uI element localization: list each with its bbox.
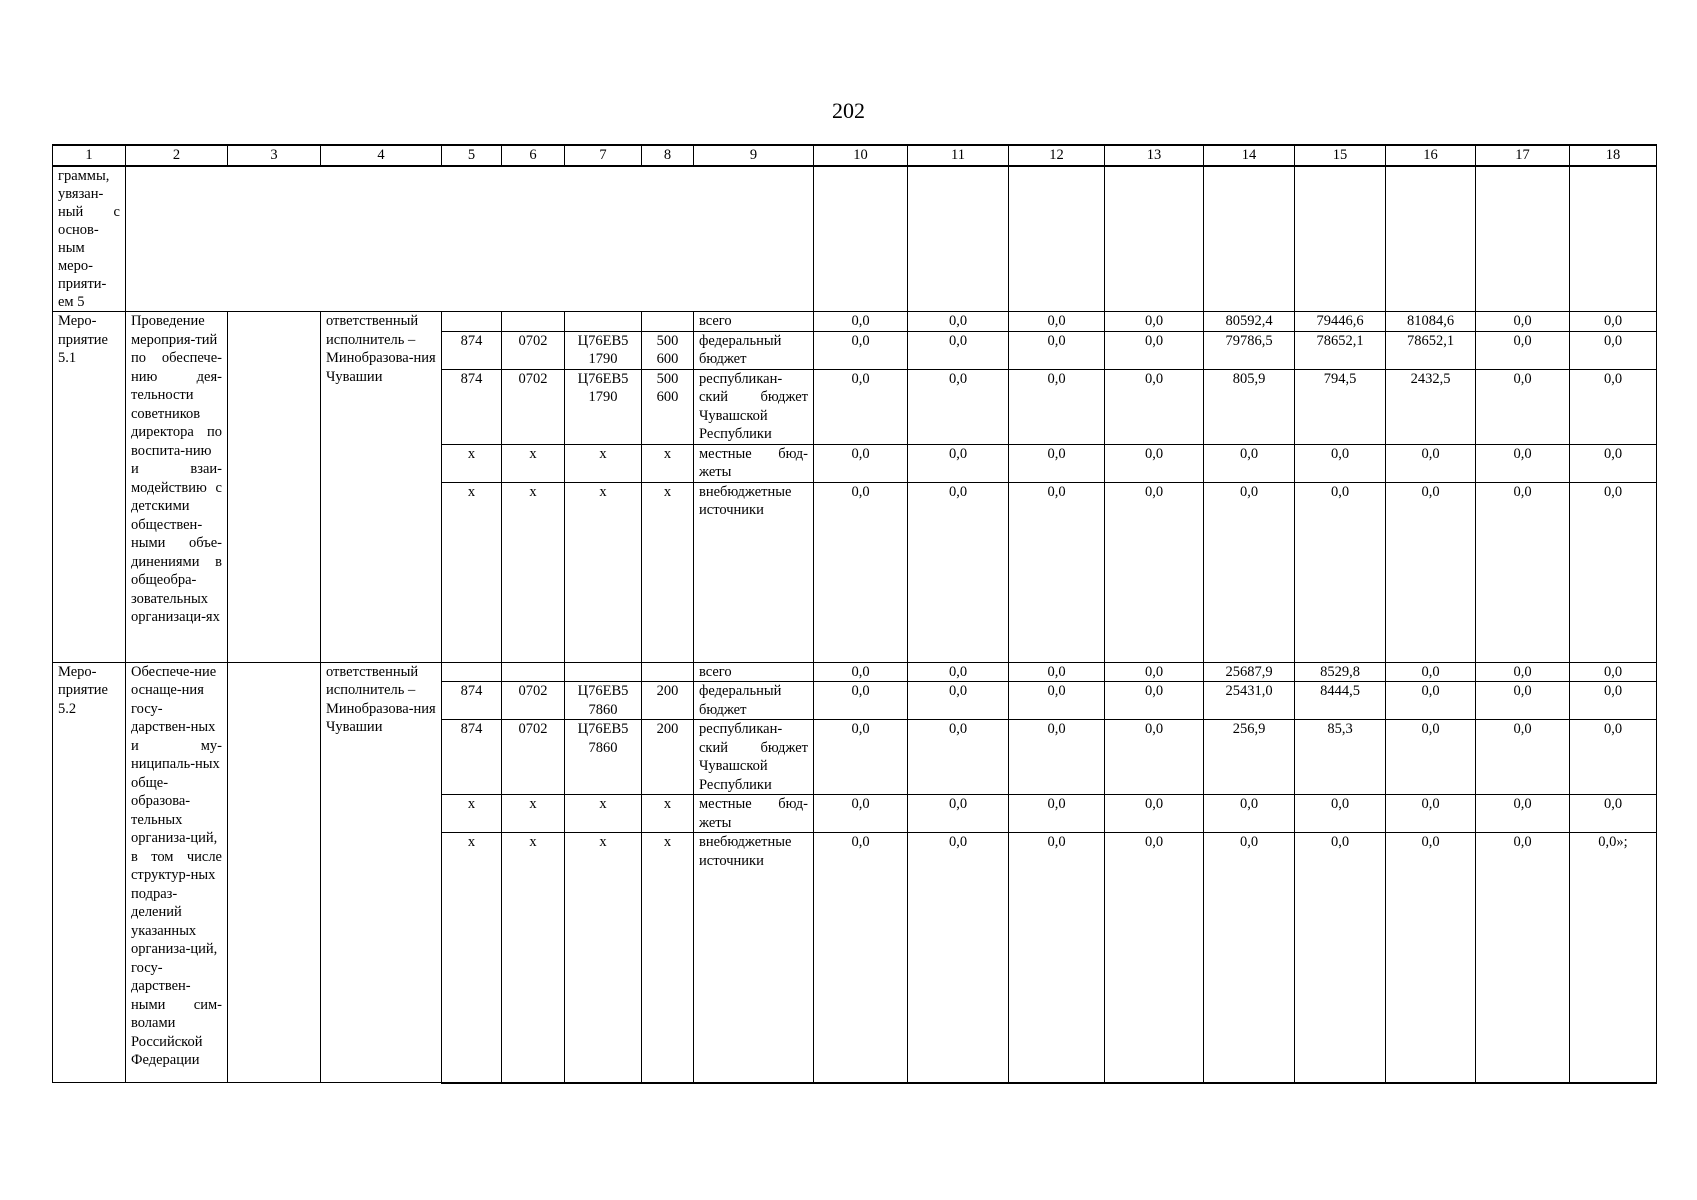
- value-cell: 0,0: [1009, 369, 1105, 444]
- value-cell: 0,0: [1386, 833, 1476, 1083]
- code-target-item: Ц76ЕВ5 1790: [565, 331, 642, 369]
- column-number: 2: [126, 145, 228, 166]
- continuation-empty-cell: [126, 166, 814, 312]
- value-cell: 0,0: [1570, 720, 1657, 795]
- value-cell: 0,0: [1105, 795, 1204, 833]
- value-cell: 8444,5: [1295, 682, 1386, 720]
- value-cell: 8529,8: [1295, 662, 1386, 682]
- column-number: 16: [1386, 145, 1476, 166]
- code-section: 0702: [502, 331, 565, 369]
- empty-cell: [814, 166, 908, 312]
- code-grbs: х: [442, 795, 502, 833]
- code-section: х: [502, 833, 565, 1083]
- column-number: 8: [642, 145, 694, 166]
- column-number: 18: [1570, 145, 1657, 166]
- value-cell: 0,0: [908, 833, 1009, 1083]
- column-number: 15: [1295, 145, 1386, 166]
- value-cell: 0,0: [814, 795, 908, 833]
- code-target-item: Ц76ЕВ5 1790: [565, 369, 642, 444]
- value-cell: 0,0: [1570, 795, 1657, 833]
- column-number: 14: [1204, 145, 1295, 166]
- value-cell: 80592,4: [1204, 312, 1295, 332]
- value-cell: 0,0: [1204, 444, 1295, 482]
- value-cell: 805,9: [1204, 369, 1295, 444]
- value-cell: 25687,9: [1204, 662, 1295, 682]
- funding-source: всего: [694, 662, 814, 682]
- code-section: 0702: [502, 720, 565, 795]
- funding-source: республикан-ский бюджет Чувашской Республики: [694, 369, 814, 444]
- value-cell: 0,0: [1105, 369, 1204, 444]
- value-cell: 0,0: [1476, 482, 1570, 662]
- value-cell: 81084,6: [1386, 312, 1476, 332]
- measure-number: Меро-приятие 5.2: [53, 662, 126, 1083]
- column-number: 9: [694, 145, 814, 166]
- code-section: х: [502, 795, 565, 833]
- value-cell: 0,0: [908, 662, 1009, 682]
- funding-source: федеральный бюджет: [694, 682, 814, 720]
- value-cell: 0,0: [1570, 482, 1657, 662]
- value-cell: 0,0: [908, 682, 1009, 720]
- code-target-item: х: [565, 444, 642, 482]
- code-expense-type: 500 600: [642, 331, 694, 369]
- value-cell: 0,0: [1105, 312, 1204, 332]
- empty-cell: [228, 662, 321, 1083]
- code-expense-type: [642, 662, 694, 682]
- value-cell: 0,0: [1476, 682, 1570, 720]
- value-cell: 0,0: [1570, 444, 1657, 482]
- value-cell: 0,0: [1105, 662, 1204, 682]
- empty-cell: [1009, 166, 1105, 312]
- value-cell: 0,0: [1476, 662, 1570, 682]
- funding-source: местные бюд-жеты: [694, 795, 814, 833]
- value-cell: 0,0: [1295, 795, 1386, 833]
- column-number-row: [53, 145, 1657, 166]
- column-number: 4: [321, 145, 442, 166]
- value-cell: 0,0: [908, 444, 1009, 482]
- value-cell: 0,0: [1009, 331, 1105, 369]
- value-cell: 0,0: [1009, 795, 1105, 833]
- value-cell: 0,0: [1570, 682, 1657, 720]
- column-number: 13: [1105, 145, 1204, 166]
- code-grbs: х: [442, 482, 502, 662]
- value-cell: 0,0: [1476, 444, 1570, 482]
- value-cell: 0,0: [1204, 833, 1295, 1083]
- value-cell: 0,0: [1009, 682, 1105, 720]
- value-cell: 0,0: [1570, 369, 1657, 444]
- code-section: 0702: [502, 369, 565, 444]
- value-cell: 0,0: [1570, 331, 1657, 369]
- empty-cell: [908, 166, 1009, 312]
- empty-cell: [228, 312, 321, 663]
- code-expense-type: х: [642, 444, 694, 482]
- value-cell: 0,0: [814, 662, 908, 682]
- value-cell: 0,0: [908, 331, 1009, 369]
- funding-source: всего: [694, 312, 814, 332]
- column-number: 5: [442, 145, 502, 166]
- column-number: 12: [1009, 145, 1105, 166]
- value-cell: 0,0: [1386, 482, 1476, 662]
- code-target-item: Ц76ЕВ5 7860: [565, 720, 642, 795]
- code-target-item: х: [565, 482, 642, 662]
- value-cell: 0,0: [1295, 444, 1386, 482]
- value-cell: 25431,0: [1204, 682, 1295, 720]
- value-cell: 0,0: [1105, 720, 1204, 795]
- empty-cell: [1204, 166, 1295, 312]
- value-cell: 0,0: [1009, 444, 1105, 482]
- code-expense-type: х: [642, 833, 694, 1083]
- value-cell: 0,0: [1386, 720, 1476, 795]
- value-cell: 2432,5: [1386, 369, 1476, 444]
- value-cell: 0,0: [1476, 795, 1570, 833]
- code-section: 0702: [502, 682, 565, 720]
- executor: ответственный исполнитель – Минобразова-ния Чувашии: [321, 662, 442, 1083]
- code-grbs: [442, 312, 502, 332]
- column-number: 11: [908, 145, 1009, 166]
- value-cell: 0,0: [814, 682, 908, 720]
- value-cell: 0,0: [1204, 482, 1295, 662]
- code-target-item: [565, 312, 642, 332]
- code-grbs: 874: [442, 369, 502, 444]
- value-cell: 0,0: [1386, 795, 1476, 833]
- code-expense-type: 200: [642, 720, 694, 795]
- funding-source: федеральный бюджет: [694, 331, 814, 369]
- empty-cell: [1570, 166, 1657, 312]
- value-cell: 794,5: [1295, 369, 1386, 444]
- value-cell: 0,0: [1476, 833, 1570, 1083]
- value-cell: 0,0: [908, 720, 1009, 795]
- value-cell: 0,0: [1105, 331, 1204, 369]
- value-cell: 0,0: [1386, 662, 1476, 682]
- value-cell: 0,0: [814, 331, 908, 369]
- value-cell: 0,0: [1204, 795, 1295, 833]
- value-cell: 79446,6: [1295, 312, 1386, 332]
- column-number: 10: [814, 145, 908, 166]
- budget-row: [53, 312, 1657, 332]
- code-grbs: 874: [442, 331, 502, 369]
- column-number: 1: [53, 145, 126, 166]
- column-number: 6: [502, 145, 565, 166]
- value-cell: 0,0: [814, 720, 908, 795]
- value-cell: 0,0: [1009, 833, 1105, 1083]
- value-cell: 78652,1: [1295, 331, 1386, 369]
- value-cell: 0,0»;: [1570, 833, 1657, 1083]
- measure-name: Обеспече-ние оснаще-ния госу-дарствен-ных и му-ниципаль-ных обще-образова-тельных организа-ций, в том числе структур-ных подраз-делений указанных организа-ций, госу-дарствен-ными сим-волами Российской Федерации: [126, 662, 228, 1083]
- empty-cell: [1386, 166, 1476, 312]
- code-target-item: х: [565, 833, 642, 1083]
- value-cell: 79786,5: [1204, 331, 1295, 369]
- empty-cell: [1295, 166, 1386, 312]
- code-expense-type: х: [642, 482, 694, 662]
- column-number: 3: [228, 145, 321, 166]
- value-cell: 0,0: [1476, 312, 1570, 332]
- executor: ответственный исполнитель – Минобразова-ния Чувашии: [321, 312, 442, 663]
- empty-cell: [1105, 166, 1204, 312]
- value-cell: 0,0: [1476, 720, 1570, 795]
- code-grbs: 874: [442, 720, 502, 795]
- value-cell: 0,0: [814, 833, 908, 1083]
- code-section: х: [502, 482, 565, 662]
- value-cell: 0,0: [1009, 482, 1105, 662]
- value-cell: 0,0: [814, 444, 908, 482]
- value-cell: 0,0: [1570, 662, 1657, 682]
- value-cell: 0,0: [1295, 833, 1386, 1083]
- continuation-label: граммы, увязан-ный с основ-ным меро-прияти-ем 5: [53, 166, 126, 312]
- code-section: х: [502, 444, 565, 482]
- value-cell: 0,0: [814, 482, 908, 662]
- value-cell: 0,0: [908, 369, 1009, 444]
- column-number: 7: [565, 145, 642, 166]
- funding-source: внебюджетные источники: [694, 833, 814, 1083]
- value-cell: 0,0: [1009, 662, 1105, 682]
- empty-cell: [1476, 166, 1570, 312]
- funding-source: местные бюд-жеты: [694, 444, 814, 482]
- code-expense-type: [642, 312, 694, 332]
- code-expense-type: 200: [642, 682, 694, 720]
- code-target-item: х: [565, 795, 642, 833]
- column-number: 17: [1476, 145, 1570, 166]
- value-cell: 0,0: [908, 482, 1009, 662]
- measure-number: Меро-приятие 5.1: [53, 312, 126, 663]
- code-section: [502, 662, 565, 682]
- budget-table: [52, 144, 1657, 1084]
- code-grbs: х: [442, 444, 502, 482]
- measure-name: Проведение мероприя-тий по обеспече-нию дея-тельности советников директора по воспита-нию и взаи-модействию с детскими обществен-ными объе-динениями в общеобра-зовательных организаци-ях: [126, 312, 228, 663]
- code-section: [502, 312, 565, 332]
- code-grbs: [442, 662, 502, 682]
- value-cell: 0,0: [908, 312, 1009, 332]
- value-cell: 0,0: [1476, 369, 1570, 444]
- value-cell: 0,0: [814, 312, 908, 332]
- value-cell: 0,0: [1009, 720, 1105, 795]
- funding-source: республикан-ский бюджет Чувашской Республики: [694, 720, 814, 795]
- value-cell: 0,0: [1295, 482, 1386, 662]
- value-cell: 85,3: [1295, 720, 1386, 795]
- value-cell: 78652,1: [1386, 331, 1476, 369]
- value-cell: 0,0: [1570, 312, 1657, 332]
- code-expense-type: х: [642, 795, 694, 833]
- code-expense-type: 500 600: [642, 369, 694, 444]
- funding-source: внебюджетные источники: [694, 482, 814, 662]
- value-cell: 256,9: [1204, 720, 1295, 795]
- value-cell: 0,0: [908, 795, 1009, 833]
- code-grbs: 874: [442, 682, 502, 720]
- continuation-row: [53, 166, 1657, 312]
- code-target-item: Ц76ЕВ5 7860: [565, 682, 642, 720]
- page-number: 202: [832, 98, 865, 123]
- value-cell: 0,0: [1476, 331, 1570, 369]
- value-cell: 0,0: [814, 369, 908, 444]
- code-target-item: [565, 662, 642, 682]
- budget-row: [53, 662, 1657, 682]
- value-cell: 0,0: [1386, 444, 1476, 482]
- value-cell: 0,0: [1105, 482, 1204, 662]
- value-cell: 0,0: [1105, 682, 1204, 720]
- value-cell: 0,0: [1105, 444, 1204, 482]
- value-cell: 0,0: [1105, 833, 1204, 1083]
- value-cell: 0,0: [1009, 312, 1105, 332]
- value-cell: 0,0: [1386, 682, 1476, 720]
- code-grbs: х: [442, 833, 502, 1083]
